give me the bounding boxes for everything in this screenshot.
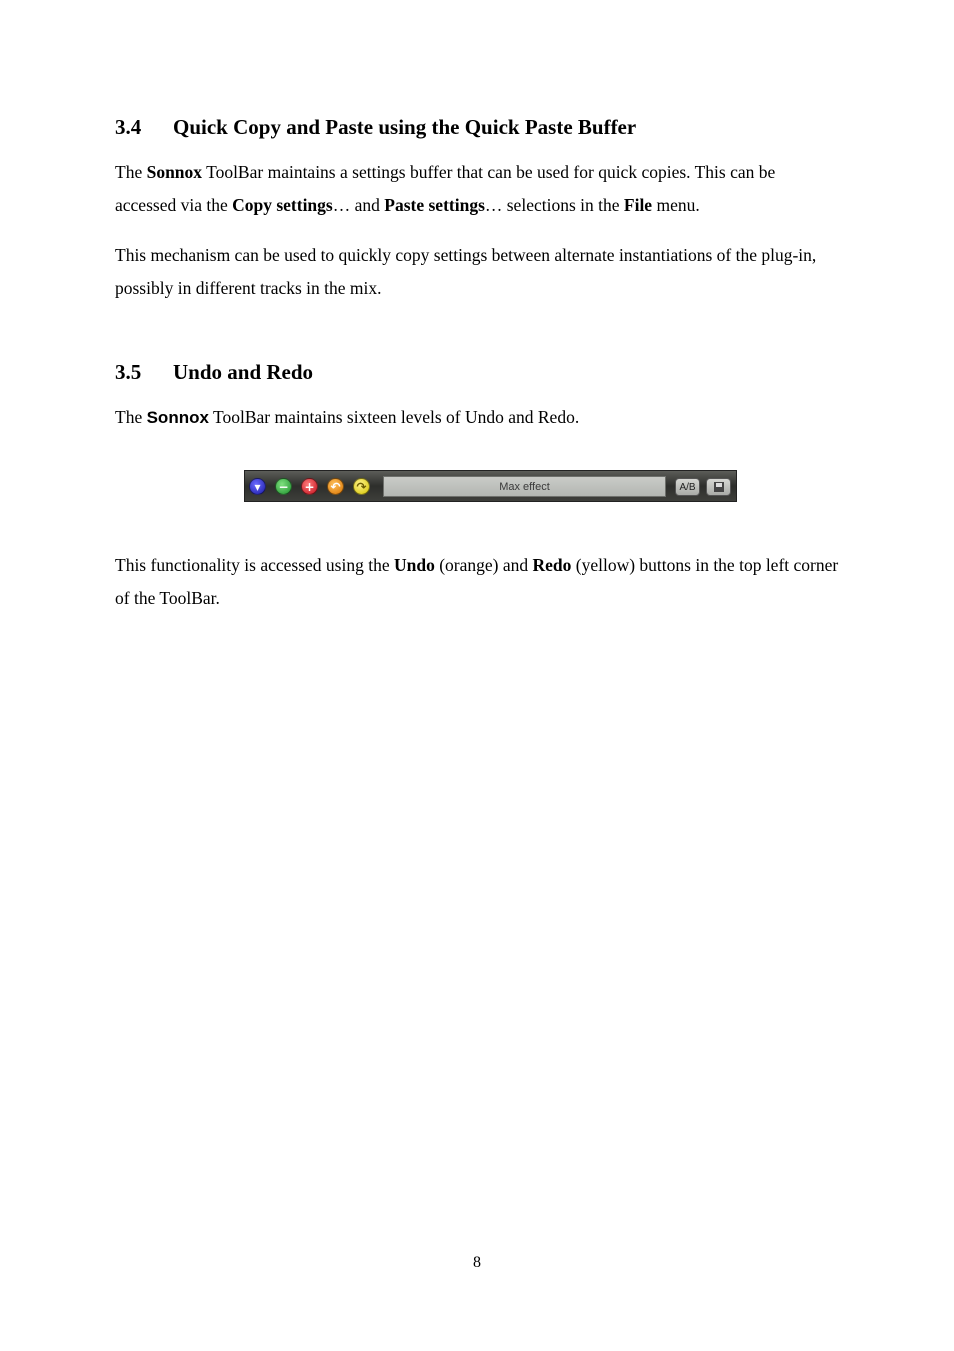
toolbar-image: [244, 470, 737, 502]
down-arrow-icon: ▾: [249, 478, 266, 495]
menu-item-paste-settings: Paste settings: [384, 195, 485, 215]
save-button: [706, 478, 731, 496]
heading-number: 3.5: [115, 360, 142, 384]
paragraph-mechanism: This mechanism can be used to quickly copy settings between alternate instantiations of the plug-in, possibly in different tracks in the mix.: [115, 245, 817, 298]
menu-file: File: [623, 195, 653, 215]
plus-icon: +: [301, 478, 318, 495]
page-number: 8: [473, 1254, 481, 1271]
heading-number: 3.4: [115, 115, 142, 139]
minus-icon: −: [275, 478, 292, 495]
paragraph-undo-redo-buttons: This functionality is accessed using the Undo (orange) and Redo (yellow) buttons in the top left corner of the ToolBar.: [115, 555, 839, 608]
heading-title: Undo and Redo: [173, 360, 314, 384]
redo-label: Redo: [532, 555, 572, 575]
save-disk-icon: [714, 482, 724, 492]
redo-icon: ↷: [353, 478, 370, 495]
undo-label: Undo: [393, 555, 435, 575]
paragraph-undo-levels: The Sonnox ToolBar maintains sixteen levels of Undo and Redo.: [115, 407, 580, 427]
heading-3-5: [115, 360, 313, 385]
preset-name-field: Max effect: [383, 476, 666, 497]
brand-name: Sonnox: [146, 408, 209, 427]
menu-item-copy-settings: Copy settings: [232, 195, 333, 215]
paragraph-quick-paste: The Sonnox ToolBar maintains a settings buffer that can be used for quick copies. This can be accessed via the Copy settings… and Paste settings… selections in the File menu.: [115, 162, 776, 215]
brand-name: Sonnox: [146, 162, 203, 182]
heading-3-4: [115, 115, 636, 140]
heading-title: Quick Copy and Paste using the Quick Paste Buffer: [173, 115, 637, 139]
ab-button: A/B: [675, 478, 700, 496]
undo-icon: ↶: [327, 478, 344, 495]
